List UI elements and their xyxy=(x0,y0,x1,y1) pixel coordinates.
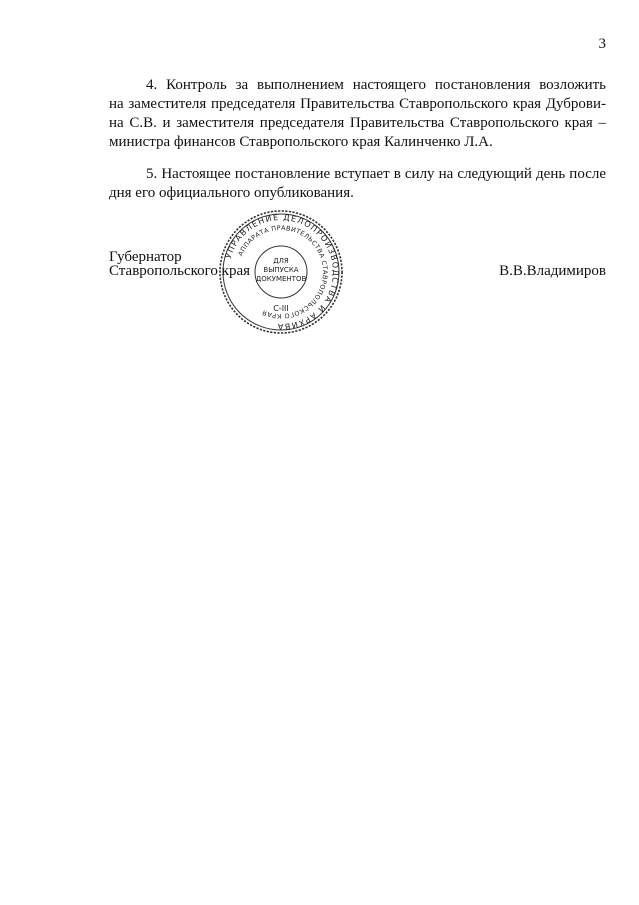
paragraph-5 xyxy=(109,165,606,203)
paragraph-5-line: дня его официального опубликования. xyxy=(109,185,354,201)
paragraph-4-line: 4. Контроль за выполнением настоящего постановления возложить xyxy=(146,77,606,93)
paragraph-4-line: министра финансов Ставропольского края Калинченко Л.А. xyxy=(109,134,493,150)
paragraph-4-line: на заместителя председателя Правительства Ставропольского края Дуброви- xyxy=(109,96,606,112)
paragraph-5-line: 5. Настоящее постановление вступает в силу на следующий день после xyxy=(146,166,606,182)
paragraph-4-line: на С.В. и заместителя председателя Правительства Ставропольского края – xyxy=(109,115,606,131)
official-stamp xyxy=(217,208,345,336)
stamp-outer-text: УПРАВЛЕНИЕ ДЕЛОПРОИЗВОДСТВА И АРХИВА xyxy=(223,212,341,332)
stamp-center-line-1: ДЛЯ xyxy=(273,257,289,265)
stamp-center-line-3: ДОКУМЕНТОВ xyxy=(255,275,307,283)
signatory-title-line-1: Губернатор xyxy=(109,249,182,265)
stamp-code: С-III xyxy=(273,304,289,313)
signatory-name: В.В.Владимиров xyxy=(499,263,606,279)
signatory-title-line-2: Ставропольского края xyxy=(109,263,250,279)
stamp-seal-icon xyxy=(217,208,345,336)
page-number: 3 xyxy=(598,36,606,52)
stamp-center-line-2: ВЫПУСКА xyxy=(263,266,299,274)
stamp-inner-text: АППАРАТА ПРАВИТЕЛЬСТВА СТАВРОПОЛЬСКОГО КРАЯ xyxy=(236,223,330,321)
paragraph-4 xyxy=(109,76,606,152)
